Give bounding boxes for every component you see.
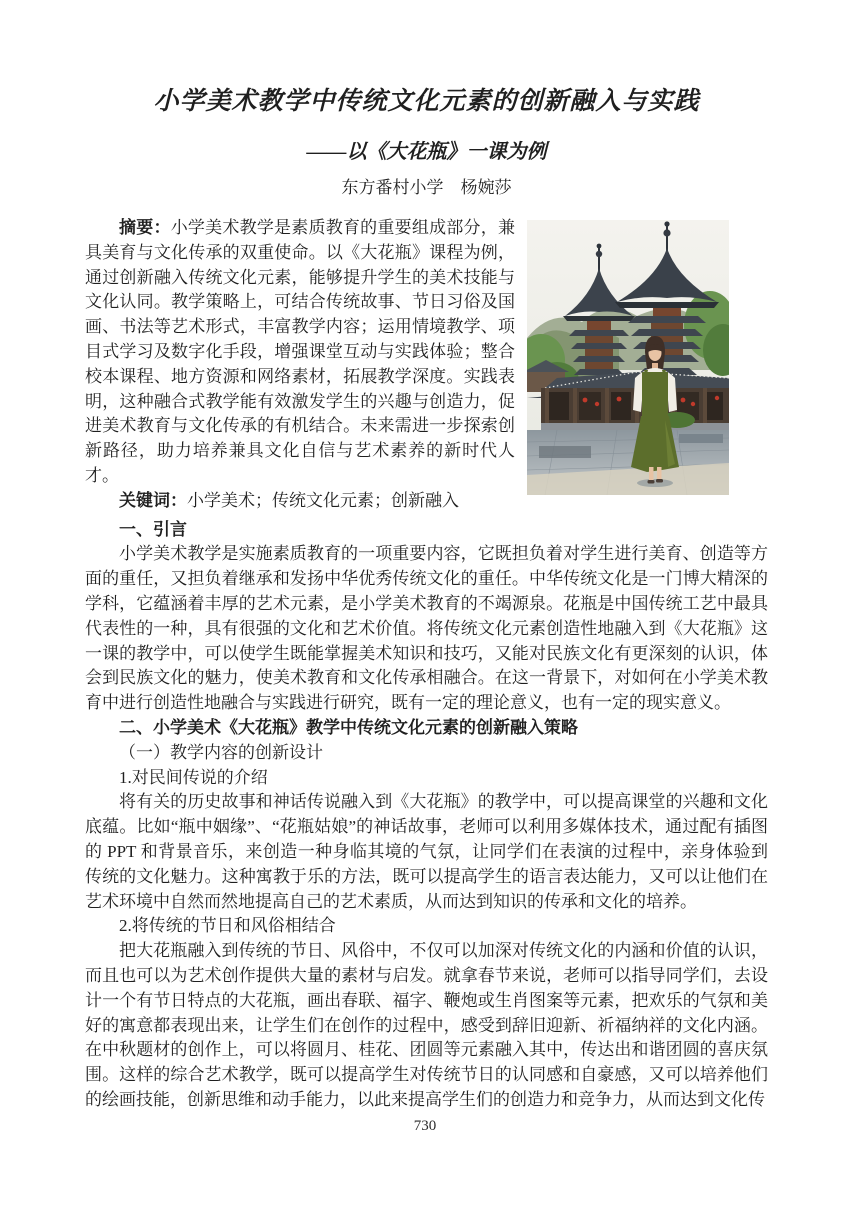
- section-heading-strategy: 二、小学美术《大花瓶》教学中传统文化元素的创新融入策略: [119, 717, 578, 737]
- item-paragraph-festivals: 把大花瓶融入到传统的节日、风俗中，不仅可以加深对传统文化的内涵和价值的认识，而且也可以为艺术创作提供大量的素材与启发。就拿春节来说，老师可以指导同学们，去设计一个有节日特点的大花瓶，画出春联、福字、鞭炮或生肖图案等元素，把欢乐的气氛和美好的寓意都表现出来，让学生们在创作的过程中，感受到辞旧迎新、祈福纳祥的文化内涵。在中秋题材的创作上，可以将圆月、桂花、团圆等元素融入其中，传达出和谐团圆的喜庆氛围。这样的综合艺术教学，既可以提高学生对传统节日的认同感和自豪感，又可以培养他们的绘画技能，创新思维和动手能力，以此来提高学生们的创造力和竞争力，从而达到文化传: [85, 941, 768, 1109]
- item-heading-festivals: 2.将传统的节日和风俗相结合: [119, 916, 336, 936]
- paper-title: 小学美术教学中传统文化元素的创新融入与实践: [153, 88, 700, 115]
- intro-paragraph: 小学美术教学是实施素质教育的一项重要内容，它既担负着对学生进行美育、创造等方面的重任，又担负着继承和发扬中华优秀传统文化的重任。中华传统文化是一门博大精深的学科，它蕴涵着丰厚的艺术元素，是小学美术教育的不竭源泉。花瓶是中国传统工艺中最具代表性的一种，具有很强的文化和艺术价值。将传统文化元素创造性地融入到《大花瓶》这一课的教学中，可以使学生既能掌握美术知识和技巧，又能对民族文化有更深刻的认识，体会到民族文化的魅力，使美术教育和文化传承相融合。在这一背景下，对如何在小学美术教育中进行创造性地融合与实践进行研究，既有一定的理论意义，也有一定的现实意义。: [85, 544, 768, 713]
- abstract-text: 小学美术教学是素质教育的重要组成部分，兼具美育与文化传承的双重使命。以《大花瓶》课程为例，通过创新融入传统文化元素，能够提升学生的美术技能与文化认同。教学策略上，可结合传统故事、节日习俗及国画、书法等艺术形式，丰富教学内容；运用情境教学、项目式学习及数字化手段，增强课堂互动与实践体验；整合校本课程、地方资源和网络素材，拓展教学深度。实践表明，这种融合式教学能有效激发学生的兴趣与创造力，促进美术教育与文化传承的有机结合。未来需进一步探索创新路径，助力培养兼具文化自信与艺术素养的新时代人才。: [85, 218, 516, 485]
- section-heading-intro: 一、引言: [119, 519, 187, 539]
- drum-tower-scene-illustration: [527, 220, 729, 495]
- page-number: 730: [413, 1118, 437, 1134]
- keywords-text: 小学美术；传统文化元素；创新融入: [187, 490, 459, 510]
- item-paragraph-folklore: 将有关的历史故事和神话传说融入到《大花瓶》的教学中，可以提高课堂的兴趣和文化底蕴。比如“瓶中姻缘”、“花瓶姑娘”的神话故事，老师可以利用多媒体技术，通过配有插图的 PPT 和背景音乐，来创造一种身临其境的气氛，让同学们在表演的过程中，亲身体验到传统的文化魅力。这种寓教于乐的方法，既可以提高学生的语言表达能力，又可以让他们在艺术环境中自然而然地提高自己的艺术素质，从而达到知识的传承和文化的培养。: [85, 792, 768, 911]
- author-line: 东方番村小学 杨婉莎: [341, 178, 512, 197]
- stone-bench: [679, 434, 723, 443]
- item-heading-folklore: 1.对民间传说的介绍: [119, 767, 268, 787]
- keywords-label: 关键词：: [119, 490, 187, 510]
- figure-photo: [527, 220, 729, 495]
- paper-body: [85, 216, 768, 1113]
- drain-patch: [539, 446, 591, 458]
- subsection-heading-content-design: （一）教学内容的创新设计: [119, 742, 323, 762]
- abstract-label: 摘要：: [119, 218, 171, 237]
- paper-subtitle: ——以《大花瓶》一课为例: [306, 141, 547, 163]
